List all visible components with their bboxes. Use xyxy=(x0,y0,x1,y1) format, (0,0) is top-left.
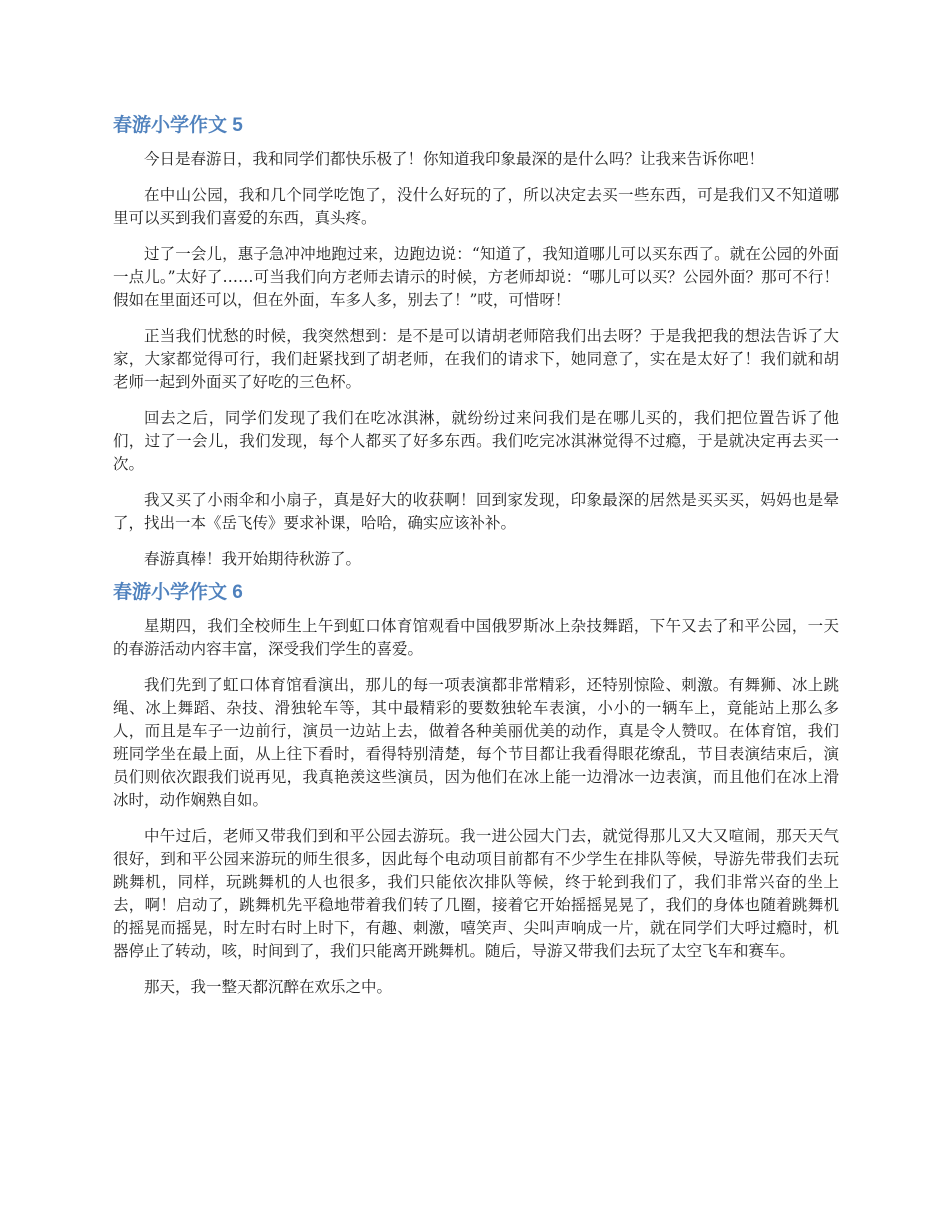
document-page xyxy=(113,112,839,999)
section-title: 春游小学作文 5 xyxy=(113,115,243,136)
paragraph: 中午过后，老师又带我们到和平公园去游玩。我一进公园大门去，就觉得那儿又大又喧闹，那天天气很好，到和平公园来游玩的师生很多，因此每个电动项目前都有不少学生在排队等候，导游先带我们去玩跳舞机，同样，玩跳舞机的人也很多，我们只能依次排队等候，终于轮到我们了，我们非常兴奋的坐上去，啊！启动了，跳舞机先平稳地带着我们转了几圈，接着它开始摇摇晃晃了，我们的身体也随着跳舞机的摇晃而摇晃，时左时右时上时下，有趣、刺激，嘻笑声、尖叫声响成一片，就在同学们大呼过瘾时，机器停止了转动，咳，时间到了，我们只能离开跳舞机。随后，导游又带我们去玩了太空飞车和赛车。 xyxy=(113,827,839,960)
paragraph: 春游真棒！我开始期待秋游了。 xyxy=(144,550,362,568)
essay-section-6 xyxy=(113,579,839,999)
paragraph: 过了一会儿，惠子急冲冲地跑过来，边跑边说：“知道了，我知道哪儿可以买东西了。就在公园的外面一点儿。”太好了……可当我们向方老师去请示的时候，方老师却说：“哪儿可以买？公园外面？那可不行！假如在里面还可以，但在外面，车多人多，别去了！”哎，可惜呀！ xyxy=(113,245,839,309)
section-title: 春游小学作文 6 xyxy=(113,582,243,603)
paragraph: 我又买了小雨伞和小扇子，真是好大的收获啊！回到家发现，印象最深的居然是买买买，妈妈也是晕了，找出一本《岳飞传》要求补课，哈哈，确实应该补补。 xyxy=(113,491,839,532)
paragraph: 回去之后，同学们发现了我们在吃冰淇淋，就纷纷过来问我们是在哪儿买的，我们把位置告诉了他们，过了一会儿，我们发现，每个人都买了好多东西。我们吃完冰淇淋觉得不过瘾，于是就决定再去买一次。 xyxy=(113,409,839,473)
paragraph: 我们先到了虹口体育馆看演出，那儿的每一项表演都非常精彩，还特别惊险、刺激。有舞狮、冰上跳绳、冰上舞蹈、杂技、滑独轮车等，其中最精彩的要数独轮车表演，小小的一辆车上，竟能站上那么多人，而且是车子一边前行，演员一边站上去，做着各种美丽优美的动作，真是令人赞叹。在体育馆，我们班同学坐在最上面，从上往下看时，看得特别清楚，每个节目都让我看得眼花缭乱，节目表演结束后，演员们则依次跟我们说再见，我真艳羡这些演员，因为他们在冰上能一边滑冰一边表演，而且他们在冰上滑冰时，动作娴熟自如。 xyxy=(113,676,839,809)
paragraph: 那天，我一整天都沉醉在欢乐之中。 xyxy=(144,978,393,996)
paragraph: 正当我们忧愁的时候，我突然想到：是不是可以请胡老师陪我们出去呀？于是我把我的想法告诉了大家，大家都觉得可行，我们赶紧找到了胡老师，在我们的请求下，她同意了，实在是太好了！我们就和胡老师一起到外面买了好吃的三色杯。 xyxy=(113,327,839,391)
paragraph: 星期四，我们全校师生上午到虹口体育馆观看中国俄罗斯冰上杂技舞蹈，下午又去了和平公园，一天的春游活动内容丰富，深受我们学生的喜爱。 xyxy=(113,617,839,658)
paragraph: 今日是春游日，我和同学们都快乐极了！你知道我印象最深的是什么吗？让我来告诉你吧！ xyxy=(144,150,765,168)
paragraph: 在中山公园，我和几个同学吃饱了，没什么好玩的了，所以决定去买一些东西，可是我们又不知道哪里可以买到我们喜爱的东西，真头疼。 xyxy=(113,186,839,227)
essay-section-5 xyxy=(113,112,839,571)
